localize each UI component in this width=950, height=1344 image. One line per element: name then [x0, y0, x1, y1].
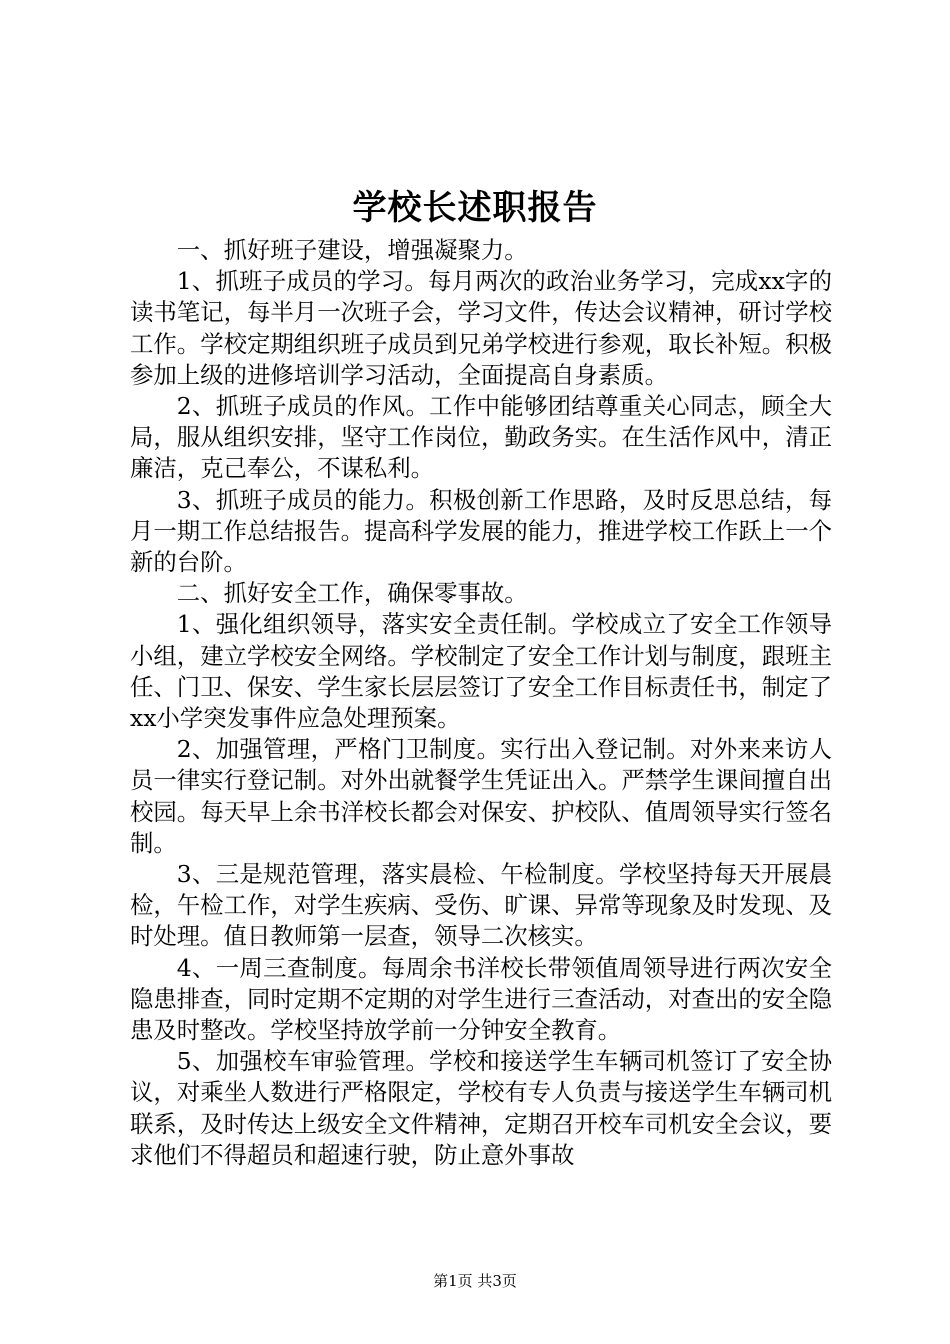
paragraph: 一、抓好班子建设，增强凝聚力。 — [176, 236, 528, 264]
paragraph: 1、抓班子成员的学习。每月两次的政治业务学习，完成xx字的读书笔记，每半月一次班子会，学习文件，传达会议精神，研讨学校工作。学校定期组织班子成员到兄弟学校进行参观，取长补短。积极参加上级的进修培训学习活动，全面提高自身素质。 — [130, 267, 832, 389]
paragraph: 二、抓好安全工作，确保零事故。 — [176, 579, 528, 608]
document-title: 学校长述职报告 — [352, 188, 598, 228]
paragraph: 4、一周三查制度。每周余书洋校长带领值周领导进行两次安全隐患排查，同时定期不定期的对学生进行三查活动，对查出的安全隐患及时整改。学校坚持放学前一分钟安全教育。 — [130, 953, 832, 1045]
page-footer: 第1页 共3页 — [433, 1272, 517, 1290]
paragraph: 3、抓班子成员的能力。积极创新工作思路，及时反思总结，每月一期工作总结报告。提高科学发展的能力，推进学校工作跃上一个新的台阶。 — [130, 485, 832, 577]
paragraph: 2、加强管理，严格门卫制度。实行出入登记制。对外来来访人员一律实行登记制。对外出就餐学生凭证出入。严禁学生课间擅自出校园。每天早上余书洋校长都会对保安、护校队、值周领导实行签名制。 — [130, 735, 832, 857]
paragraph: 1、强化组织领导，落实安全责任制。学校成立了安全工作领导小组，建立学校安全网络。学校制定了安全工作计划与制度，跟班主任、门卫、保安、学生家长层层签订了安全工作目标责任书，制定了xx小学突发事件应急处理预案。 — [130, 610, 832, 733]
paragraph: 2、抓班子成员的作风。工作中能够团结尊重关心同志，顾全大局，服从组织安排，坚守工作岗位，勤政务实。在生活作风中，清正廉洁，克己奉公，不谋私利。 — [130, 392, 832, 483]
document-body — [130, 235, 832, 1171]
paragraph: 5、加强校车审验管理。学校和接送学生车辆司机签订了安全协议，对乘坐人数进行严格限定，学校有专人负责与接送学生车辆司机联系，及时传达上级安全文件精神，定期召开校车司机安全会议，要求他们不得超员和超速行驶，防止意外事故 — [130, 1047, 832, 1169]
paragraph: 3、三是规范管理，落实晨检、午检制度。学校坚持每天开展晨检，午检工作，对学生疾病、受伤、旷课、异常等现象及时发现、及时处理。值日教师第一层查，领导二次核实。 — [130, 860, 832, 951]
